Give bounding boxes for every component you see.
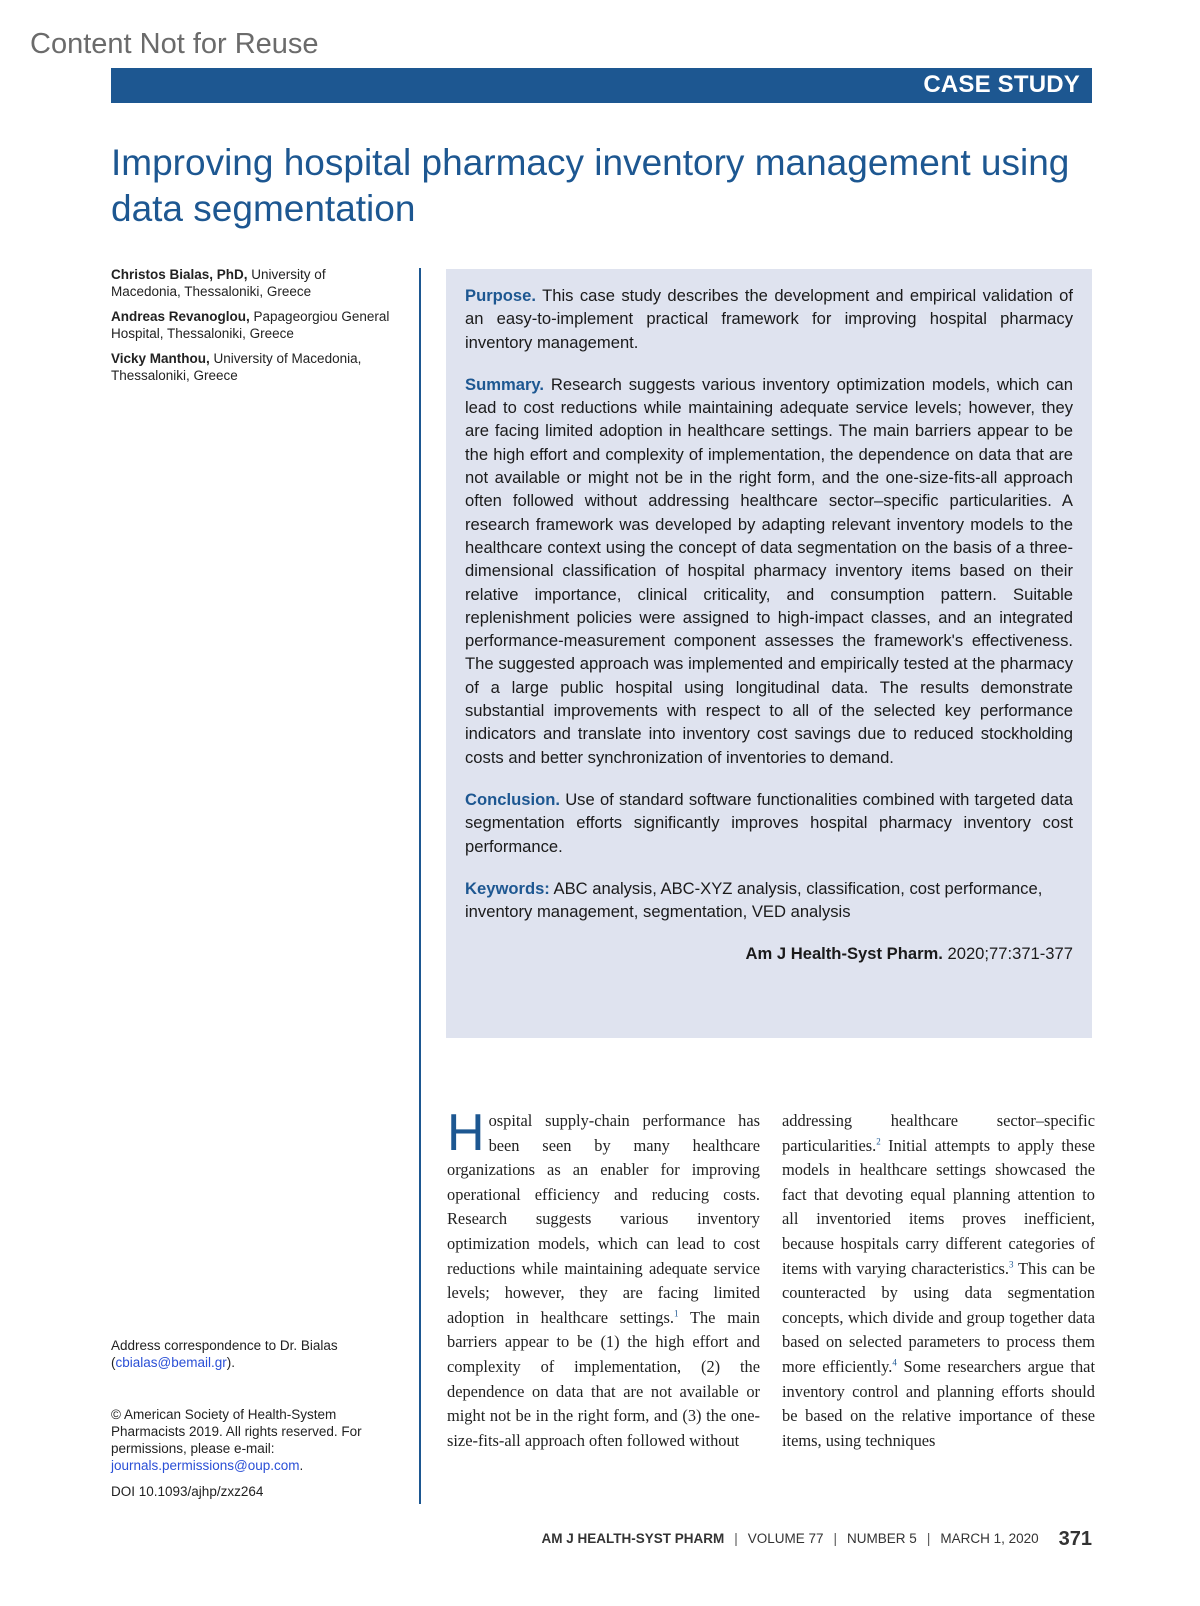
purpose-text: This case study describes the development and empirical validation of an easy-to-implement practical framework for improving hospital pharmacy inventory management.: [465, 286, 1073, 352]
footer-separator: |: [926, 1531, 931, 1546]
page-footer: [541, 1528, 1092, 1551]
author-list: [111, 266, 391, 392]
content-notice: Content Not for Reuse: [30, 28, 319, 60]
correspondence-note: [111, 1337, 401, 1371]
footer-date: MARCH 1, 2020: [940, 1531, 1039, 1546]
purpose-label: Purpose.: [465, 286, 537, 305]
column-divider: [419, 268, 421, 1504]
conclusion-text: Use of standard software functionalities combined with targeted data segmentation efforts significantly improves hospital pharmacy inventory cost performance.: [465, 789, 1073, 856]
section-banner: [111, 68, 1092, 103]
footer-journal: AM J HEALTH-SYST PHARM: [541, 1531, 725, 1546]
author-affiliation: University of Macedonia, Thessaloniki, Greece: [111, 351, 362, 383]
citation-journal: Am J Health-Syst Pharm.: [745, 944, 943, 964]
correspondence-end: ).: [226, 1355, 235, 1370]
correspondence-text: Address correspondence to Dr. Bialas (: [111, 1338, 338, 1370]
author-affiliation: University of Macedonia, Thessaloniki, Greece: [111, 267, 326, 299]
abstract-purpose: [465, 284, 1073, 354]
body-column-right: [782, 1109, 1095, 1453]
copyright-text: © American Society of Health-System Pharmacists 2019. All rights reserved. For permissions, please e-mail:: [111, 1407, 362, 1456]
reference-marker[interactable]: 2: [876, 1136, 881, 1147]
body-text: addressing healthcare sector–specific particularities.: [782, 1111, 1095, 1155]
footer-separator: |: [734, 1531, 738, 1546]
body-text: The main barriers appear to be (1) the high effort and complexity of implementation, (2) the dependence on data that are not available or might not be in the right form, and (3) the one-size-fits-all approach often followed without: [447, 1307, 760, 1450]
abstract-keywords: [465, 877, 1073, 924]
author-name: Vicky Manthou,: [111, 351, 210, 366]
footer-number: NUMBER 5: [847, 1531, 917, 1546]
citation-ref: 2020;77:371-377: [942, 944, 1073, 964]
body-text: ospital supply-chain performance has been seen by many healthcare organizations as an enabler for improving operational efficiency and reducing costs. Research suggests various inventory optimization models, which can lead to cost reductions while maintaining adequate service levels; however, they are facing limited adoption in healthcare settings.: [447, 1111, 760, 1327]
keywords-label: Keywords:: [465, 878, 550, 898]
reference-marker[interactable]: 1: [673, 1308, 679, 1319]
body-text: Initial attempts to apply these models in healthcare settings showcased the fact that devoting equal planning attention to all inventoried items proves inefficient, because hospitals carry different categories of items with varying characteristics.: [782, 1135, 1095, 1278]
reference-marker[interactable]: 4: [892, 1357, 897, 1368]
doi: DOI 10.1093/ajhp/zxz264: [111, 1484, 264, 1499]
summary-label: Summary.: [465, 374, 545, 394]
reference-marker[interactable]: 3: [1009, 1259, 1014, 1270]
copyright-end: .: [299, 1458, 304, 1473]
abstract-summary: [465, 373, 1073, 769]
body-column-left: [447, 1104, 760, 1453]
author-entry: [111, 350, 391, 384]
author-entry: [111, 266, 391, 300]
body-text: Some researchers argue that inventory control and planning efforts should be based on the relative importance of these items, using techniques: [782, 1356, 1096, 1450]
abstract-box: [446, 269, 1092, 1038]
summary-text: Research suggests various inventory optimization models, which can lead to cost reductions while maintaining adequate service levels; however, they are facing limited adoption in healthcare settings. The main barriers appear to be the high effort and complexity of implementation, the dependence on data that are not available or might not be in the right form, and the one-size-fits-all approach often followed without addressing healthcare sector–specific particularities. A research framework was developed by adapting relevant inventory models to the healthcare context using the concept of data segmentation on the basis of a three-dimensional classification of hospital pharmacy inventory items based on their relative importance, clinical criticality, and consumption pattern. Suitable replenishment policies were assigned to high-impact classes, and an integrated performance-measurement component assesses the framework's effectiveness. The suggested approach was implemented and empirically tested at the pharmacy of a large public hospital using longitudinal data. The results demonstrate substantial improvements with respect to all of the selected key performance indicators and translate into inventory cost savings due to reduced stockholding costs and better synchronization of inventories to demand.: [465, 374, 1073, 767]
correspondence-email-link[interactable]: cbialas@bemail.gr: [115, 1355, 227, 1370]
body-text: This can be counteracted by using data segmentation concepts, which divide and group together data based on selected parameters to process them more efficiently.: [782, 1258, 1096, 1376]
footer-volume: VOLUME 77: [747, 1531, 824, 1546]
page-number: 371: [1058, 1528, 1092, 1550]
author-affiliation: Papageorgiou General Hospital, Thessaloniki, Greece: [111, 309, 390, 341]
keywords-text: ABC analysis, ABC-XYZ analysis, classification, cost performance, inventory management, segmentation, VED analysis: [465, 878, 1043, 922]
permissions-email-link[interactable]: journals.permissions@oup.com: [111, 1458, 300, 1473]
author-name: Christos Bialas, PhD,: [111, 267, 248, 282]
author-name: Andreas Revanoglou,: [111, 309, 250, 324]
conclusion-label: Conclusion.: [465, 789, 560, 809]
copyright-note: [111, 1406, 411, 1474]
drop-cap: H: [447, 1104, 485, 1162]
author-entry: [111, 308, 391, 342]
abstract-citation: [465, 942, 1073, 965]
article-title: Improving hospital pharmacy inventory management using data segmentation: [111, 142, 1070, 229]
section-label: CASE STUDY: [923, 71, 1080, 98]
footer-separator: |: [833, 1531, 838, 1546]
abstract-conclusion: [465, 788, 1073, 858]
